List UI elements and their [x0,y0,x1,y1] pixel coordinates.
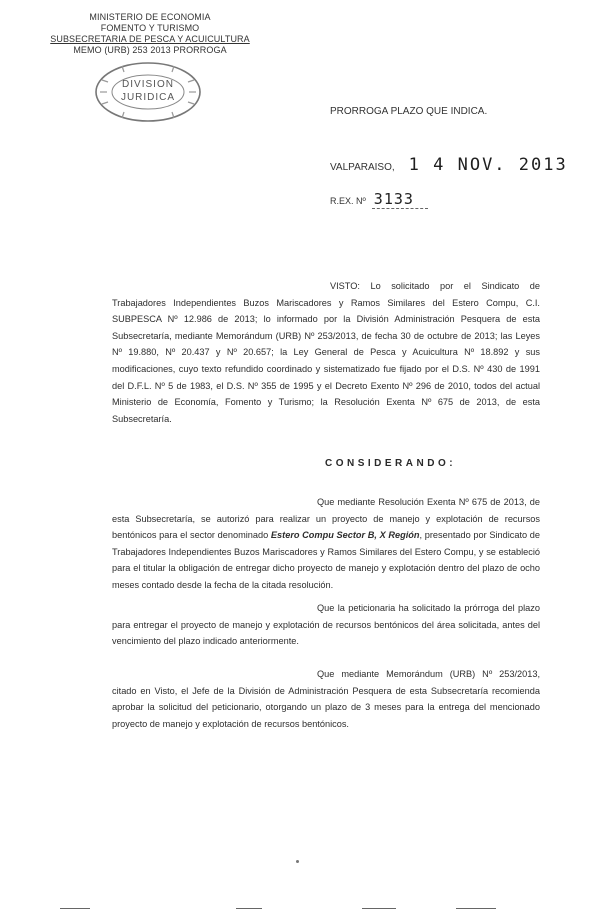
considerando-paragraph-2: Que la peticionaria ha solicitado la prórroga del plazo para entregar el proyecto de manejo y explotación de recursos bentónicos del área solicitada, antes del vencimiento del plazo indicado anteriormente. [112,603,540,647]
considerando-heading: CONSIDERANDO: [325,458,457,469]
place-label: VALPARAISO, [330,162,395,173]
resolution-number-line [330,190,428,209]
stamp-line-2: JURIDICA [120,92,176,103]
place-date-line [330,155,568,175]
division-juridica-stamp [92,60,204,124]
edge-mark-4 [456,908,496,909]
letterhead-ministry: MINISTERIO DE ECONOMIA [89,12,211,22]
edge-mark-3 [362,908,396,909]
date-stamp: 1 4 NOV. 2013 [408,155,568,175]
edge-mark-2 [236,908,262,909]
stamp-line-1: DIVISION [122,79,174,90]
document-subject: PRORROGA PLAZO QUE INDICA. [330,106,488,117]
p1-text-a: Que mediante Resolución Exenta Nº 675 de 2013, de esta Subsecretaría, se autorizó para realizar un proyecto de manejo y explotación de recursos bentónicos para el sector denominado [112,497,540,541]
considerando-paragraph-1 [112,494,540,594]
letterhead-subsecretaria: SUBSECRETARIA DE PESCA Y ACUICULTURA [50,34,250,44]
page-bottom-edge [0,904,600,914]
letterhead-memo-ref: MEMO (URB) 253 2013 PRORROGA [73,45,227,55]
p1-text-b: , presentado por Sindicato de Trabajadores Independientes Buzos Mariscadores y Ramos Similares del Estero Compu, y se estableció para el titular la obligación de entregar dicho proyecto de manejo y explotación dentro del plazo de ocho meses contado desde la fecha de la citada resolución. [112,530,540,590]
rex-number: 3133 [372,190,428,209]
p1-sector-name: Estero Compu Sector B, X Región [270,530,420,541]
rex-label: R.EX. Nº [330,196,366,206]
letterhead-ministry-2: FOMENTO Y TURISMO [100,23,200,33]
scan-speck [296,860,299,863]
considerando-paragraph-3: Que mediante Memorándum (URB) Nº 253/2013, citado en Visto, el Jefe de la División de Administración Pesquera de esta Subsecretaría recomienda aprobar la solicitud del peticionario, otorgando un plazo de 3 meses para la entrega del mencionado proyecto de manejo y explotación de recursos bentónicos. [112,669,540,729]
visto-paragraph: VISTO: Lo solicitado por el Sindicato de Trabajadores Independientes Buzos Mariscadores y Ramos Similares del Estero Compu, C.I. SUBPESCA Nº 12.986 de 2013; lo informado por la División Administración Pesquera de esta Subsecretaría, mediante Memorándum (URB) Nº 253/2013, de fecha 30 de octubre de 2013; las Leyes Nº 19.880, Nº 20.437 y Nº 20.657; la Ley General de Pesca y Acuicultura Nº 18.892 y sus modificaciones, cuyo texto refundido coordinado y sistematizado fue fijado por el D.S. Nº 430 de 1991 del D.F.L. Nº 5 de 1983, el D.S. Nº 355 de 1995 y el Decreto Exento Nº 296 de 2010, todos del actual Ministerio de Economía, Fomento y Turismo; la Resolución Exenta Nº 675 de 2013, de esta Subsecretaría. [112,281,540,424]
edge-mark-1 [60,908,90,909]
letterhead [50,12,250,56]
